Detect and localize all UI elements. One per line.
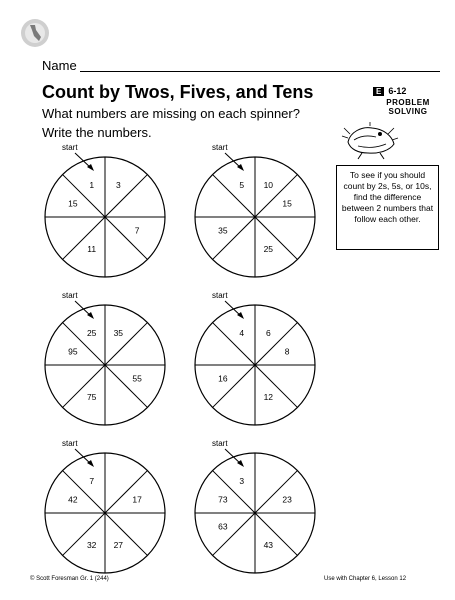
- spinner-sector-number: 73: [218, 494, 228, 505]
- spinner-sector-number: 3: [115, 179, 121, 190]
- spinner-drawing: [190, 436, 320, 576]
- spinner-start-label: start: [62, 439, 78, 448]
- spinner-sector-number: 32: [86, 540, 97, 551]
- spinner-sector-number: 15: [68, 198, 78, 209]
- state-logo-icon: [20, 18, 50, 48]
- spinner-5: [40, 436, 170, 576]
- spinner-sector-number: 12: [263, 392, 274, 403]
- spinner-sector-number: 55: [132, 373, 142, 384]
- hint-text: To see if you should count by 2s, 5s, or 10s, find the difference between 2 numbers that follow each other.: [341, 170, 434, 224]
- instructions: [42, 104, 342, 142]
- badge-line-1: PROBLEM: [386, 98, 430, 107]
- spinner-sector-number: 7: [134, 225, 140, 236]
- spinner-drawing: [40, 140, 170, 280]
- spinner-sector-number: 35: [218, 225, 228, 236]
- spinner-drawing: [190, 288, 320, 428]
- badge-line-2: SOLVING: [388, 107, 428, 116]
- spinner-drawing: [40, 288, 170, 428]
- spinner-6: [190, 436, 320, 576]
- name-line: [80, 71, 440, 72]
- spinner-sector-number: 4: [239, 327, 245, 338]
- footer-copyright: © Scott Foresman Gr. 1 (244): [30, 576, 109, 582]
- spinner-sector-number: 8: [284, 346, 290, 357]
- spinner-sector-number: 5: [239, 179, 245, 190]
- spinner-sector-number: 42: [68, 494, 78, 505]
- spinner-1: [40, 140, 170, 280]
- spinner-sector-number: 17: [132, 494, 142, 505]
- spinner-4: [190, 288, 320, 428]
- spinner-sector-number: 15: [282, 198, 292, 209]
- spinner-sector-number: 10: [263, 179, 274, 190]
- footer-lesson-ref: Use with Chapter 6, Lesson 12: [324, 576, 407, 582]
- badge-letter: E: [373, 87, 384, 96]
- mascot-illustration-icon: [340, 120, 402, 160]
- spinner-sector-number: 25: [86, 327, 97, 338]
- spinner-sector-number: 27: [113, 540, 124, 551]
- spinner-sector-number: 11: [87, 244, 97, 255]
- badge-number: 6-12: [388, 86, 407, 96]
- spinner-sector-number: 1: [89, 179, 95, 190]
- instructions-line-2: Write the numbers.: [42, 125, 152, 140]
- spinner-sector-number: 35: [113, 327, 124, 338]
- spinner-sector-number: 6: [265, 327, 271, 338]
- spinner-start-label: start: [212, 439, 228, 448]
- spinner-start-label: start: [62, 143, 78, 152]
- spinner-drawing: [40, 436, 170, 576]
- hint-box: [336, 165, 439, 250]
- spinner-2: [190, 140, 320, 280]
- lesson-badge: [373, 86, 443, 116]
- spinner-start-label: start: [212, 291, 228, 300]
- spinner-sector-number: 43: [263, 540, 274, 551]
- spinner-sector-number: 23: [282, 494, 292, 505]
- spinner-sector-number: 63: [218, 521, 228, 532]
- name-label: Name: [42, 58, 77, 73]
- instructions-line-1: What numbers are missing on each spinner?: [42, 106, 300, 121]
- spinner-sector-number: 16: [218, 373, 228, 384]
- spinner-sector-number: 75: [86, 392, 97, 403]
- spinner-start-label: start: [212, 143, 228, 152]
- spinner-3: [40, 288, 170, 428]
- spinner-sector-number: 7: [89, 475, 95, 486]
- spinner-sector-number: 3: [239, 475, 245, 486]
- spinner-drawing: [190, 140, 320, 280]
- spinner-sector-number: 95: [68, 346, 78, 357]
- spinner-sector-number: 25: [263, 244, 274, 255]
- page-title: Count by Twos, Fives, and Tens: [42, 82, 314, 102]
- spinner-start-label: start: [62, 291, 78, 300]
